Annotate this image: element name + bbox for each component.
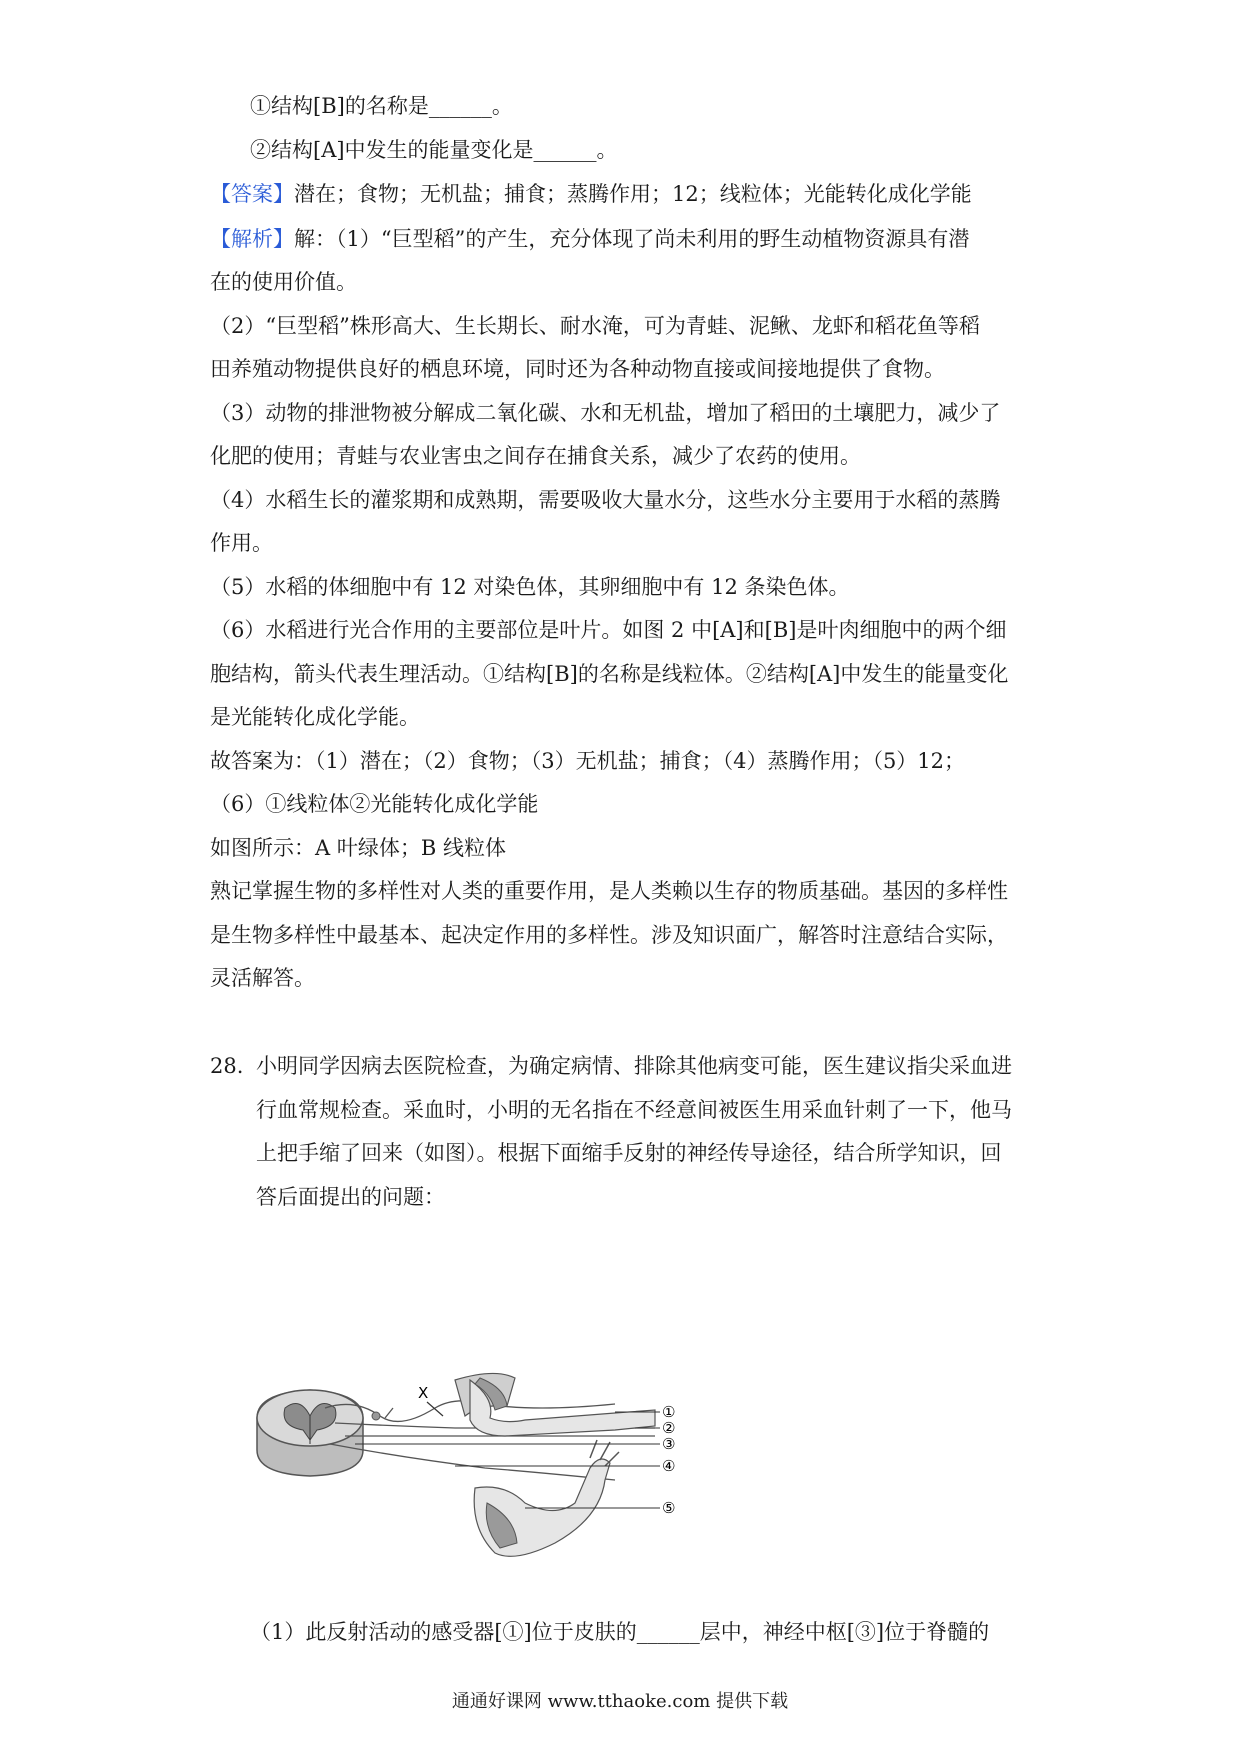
sub-question-b: ①结构[B]的名称是______。 [250,94,513,118]
analysis-line-7: （4）水稻生长的灌浆期和成熟期，需要吸收大量水分，这些水分主要用于水稻的蒸腾 [210,488,1001,512]
figure-label-1: ① [662,1403,676,1421]
sub-question-a: ②结构[A]中发生的能量变化是______。 [250,138,618,162]
figure-label-4: ④ [662,1457,676,1475]
figure-label-3: ③ [662,1435,676,1453]
figure-label-5: ⑤ [662,1499,676,1517]
summary-line-2: 是生物多样性中最基本、起决定作用的多样性。涉及知识面广，解答时注意结合实际， [210,923,1008,947]
upper-arm-illustration [455,1373,655,1436]
analysis-line-5: （3）动物的排泄物被分解成二氧化碳、水和无机盐，增加了稻田的土壤肥力，减少了 [210,401,1001,425]
analysis-line-2: 在的使用价值。 [210,270,357,294]
analysis-text: 解：（1）“巨型稻”的产生，充分体现了尚未利用的野生动植物资源具有潜 [294,227,970,251]
lower-arm-illustration [474,1440,619,1556]
summary-line: 熟记掌握生物的多样性对人类的重要作用，是人类赖以生存的物质基础。基因的多样性 [210,879,1008,903]
analysis-line-11: 胞结构，箭头代表生理活动。①结构[B]的名称是线粒体。②结构[A]中发生的能量变化 [210,662,1009,686]
x-marker-label: X [418,1384,429,1402]
ganglion-node [372,1412,380,1420]
reflex-arc-figure [255,1368,775,1583]
analysis-line-4: 田养殖动物提供良好的栖息环境，同时还为各种动物直接或间接地提供了食物。 [210,357,945,381]
analysis-line-3: （2）“巨型稻”株形高大、生长期长、耐水淹，可为青蛙、泥鳅、龙虾和稻花鱼等稻 [210,314,980,338]
final-answer-line-2: （6）①线粒体②光能转化成化学能 [210,792,539,816]
figure-note: 如图所示：A 叶绿体；B 线粒体 [210,836,506,860]
analysis-line-12: 是光能转化成化学能。 [210,705,420,729]
final-answer-line: 故答案为：（1）潜在；（2）食物；（3）无机盐；捕食；（4）蒸腾作用；（5）12； [210,749,966,773]
sub-question-1: （1）此反射活动的感受器[①]位于皮肤的______层中，神经中枢[③]位于脊髓的 [250,1620,990,1644]
page-footer: 通通好课网 www.tthaoke.com 提供下载 [451,1691,789,1712]
spinal-cord-illustration [257,1390,363,1476]
analysis-line-10: （6）水稻进行光合作用的主要部位是叶片。如图 2 中[A]和[B]是叶肉细胞中的两个细 [210,618,1007,642]
analysis-line-8: 作用。 [210,531,273,555]
analysis-line-6: 化肥的使用；青蛙与农业害虫之间存在捕食关系，减少了农药的使用。 [210,444,861,468]
answer-tag: 【答案】 [210,182,294,206]
analysis-line [210,225,1050,253]
question-number: 28. [210,1054,244,1078]
question-line-4: 答后面提出的问题： [256,1185,445,1209]
answer-line [210,180,1050,208]
figure-label-2: ② [662,1419,676,1437]
question-line-1: 小明同学因病去医院检查，为确定病情、排除其他病变可能，医生建议指尖采血进 [256,1054,1012,1078]
answer-text: 潜在；食物；无机盐；捕食；蒸腾作用；12；线粒体；光能转化成化学能 [294,182,972,206]
summary-line-3: 灵活解答。 [210,966,315,990]
question-line-3: 上把手缩了回来（如图）。根据下面缩手反射的神经传导途径，结合所学知识，回 [256,1141,1002,1165]
analysis-line-9: （5）水稻的体细胞中有 12 对染色体，其卵细胞中有 12 条染色体。 [210,575,850,599]
question-line-2: 行血常规检查。采血时，小明的无名指在不经意间被医生用采血针刺了一下，他马 [256,1098,1012,1122]
analysis-tag: 【解析】 [210,227,294,251]
